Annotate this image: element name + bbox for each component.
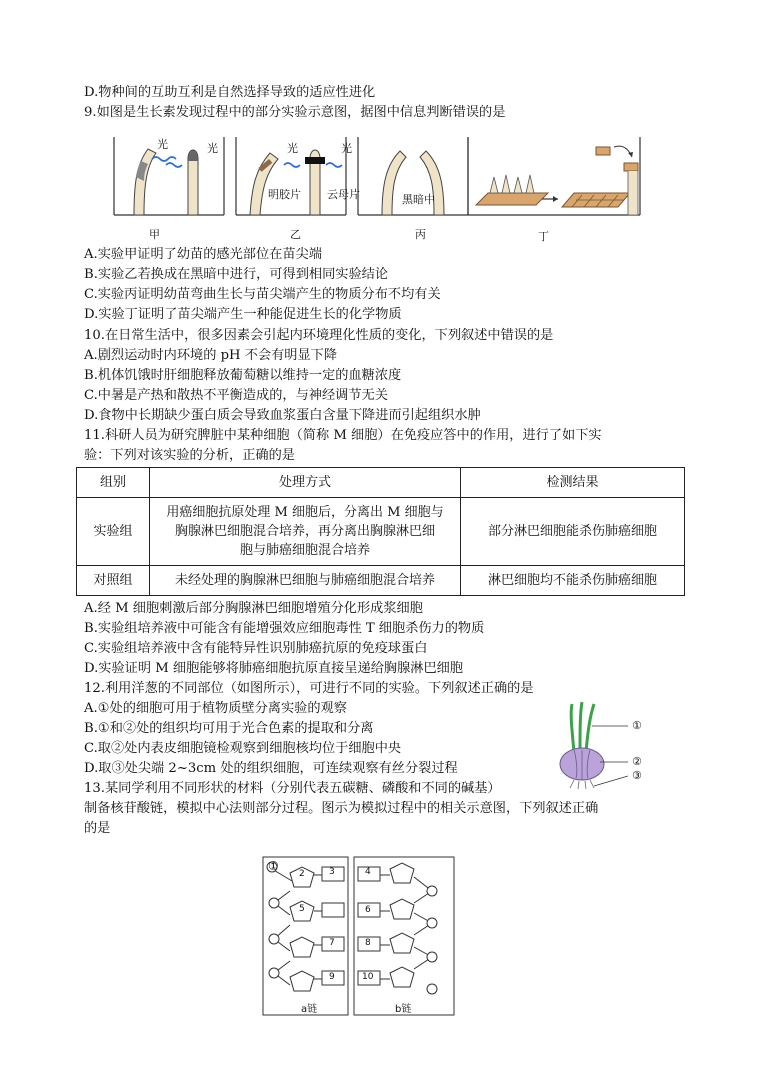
- q9-option-d: D.实验丁证明了苗尖端产生一种能促进生长的化学物质: [84, 307, 402, 322]
- q12-option-b: B.①和②处的组织均可用于光合色素的提取和分离: [84, 721, 374, 736]
- q10-option-d: D.食物中长期缺少蛋白质会导致血浆蛋白含量下降进而引起组织水肿: [84, 408, 481, 423]
- diagram-num: 5: [299, 904, 305, 914]
- light-label: 光: [287, 142, 298, 155]
- diagram-num: 10: [362, 972, 374, 982]
- treatment-line: 用癌细胞抗原处理 M 细胞后，分离出 M 细胞与: [166, 505, 444, 520]
- light-label: 光: [157, 138, 168, 151]
- table-row: [77, 498, 685, 566]
- header-group: 组别: [77, 468, 150, 498]
- diagram-num: ①: [268, 859, 279, 873]
- cell-result: 淋巴细胞均不能杀伤肺癌细胞: [461, 566, 685, 596]
- light-label: 光: [341, 142, 352, 155]
- q11-stem-line1: 11.科研人员为研究脾脏中某种细胞（简称 M 细胞）在免疫应答中的作用，进行了如下实: [84, 428, 602, 443]
- q9-option-a: A.实验甲证明了幼苗的感光部位在苗尖端: [84, 247, 322, 262]
- diagram-num: 9: [329, 972, 335, 982]
- diagram-num: 4: [365, 867, 371, 877]
- q10-option-a: A.剧烈运动时内环境的 pH 不会有明显下降: [84, 348, 338, 363]
- nucleotide-diagram: [260, 855, 456, 1017]
- diagram-num: 3: [329, 867, 335, 877]
- experiment-table: [76, 467, 685, 596]
- cell-result: 部分淋巴细胞能杀伤肺癌细胞: [461, 498, 685, 566]
- cell-treatment: [150, 498, 461, 566]
- onion-label-1: ①: [632, 719, 642, 732]
- light-label: 光: [207, 142, 218, 155]
- q9-stem: 9.如图是生长素发现过程中的部分实验示意图，据图中信息判断错误的是: [84, 105, 506, 120]
- q10-stem: 10.在日常生活中，很多因素会引起内环境理化性质的变化，下列叙述中错误的是: [84, 328, 554, 343]
- q8-option-d: D.物种间的互助互利是自然选择导致的适应性进化: [84, 85, 376, 100]
- caption-ding: 丁: [538, 230, 549, 243]
- cell-treatment: 未经处理的胸腺淋巴细胞与肺癌细胞混合培养: [150, 566, 461, 596]
- q12-option-a: A.①处的细胞可用于植物质壁分离实验的观察: [84, 701, 347, 716]
- q9-option-c: C.实验丙证明幼苗弯曲生长与苗尖端产生的物质分布不均有关: [84, 287, 441, 302]
- chain-a-label: a链: [301, 1004, 318, 1015]
- q13-stem-line3: 的是: [84, 821, 111, 836]
- onion-label-3: ③: [632, 769, 642, 782]
- header-treatment: 处理方式: [150, 468, 461, 498]
- onion-figure: [552, 700, 662, 792]
- mica-label: 云母片: [327, 188, 360, 201]
- q12-stem: 12.利用洋葱的不同部位（如图所示），可进行不同的实验。下列叙述正确的是: [84, 681, 534, 696]
- q10-option-b: B.机体饥饿时肝细胞释放葡萄糖以维持一定的血糖浓度: [84, 368, 402, 383]
- q11-option-a: A.经 M 细胞刺激后部分胸腺淋巴细胞增殖分化形成浆细胞: [84, 601, 423, 616]
- table-header-row: [77, 468, 685, 498]
- chain-b-label: b链: [395, 1004, 412, 1015]
- q10-option-c: C.中暑是产热和散热不平衡造成的，与神经调节无关: [84, 388, 388, 403]
- q11-option-d: D.实验证明 M 细胞能够将肺癌细胞抗原直接呈递给胸腺淋巴细胞: [84, 661, 464, 676]
- q12-option-d: D.取③处尖端 2~3cm 处的组织细胞，可连续观察有丝分裂过程: [84, 761, 458, 776]
- header-result: 检测结果: [461, 468, 685, 498]
- q12-option-c: C.取②处内表皮细胞镜检观察到细胞核均位于细胞中央: [84, 741, 402, 756]
- q13-stem-line2: 制备核苷酸链，模拟中心法则部分过程。图示为模拟过程中的相关示意图，下列叙述正确: [84, 801, 599, 816]
- q11-stem-line2: 验：下列对该实验的分析，正确的是: [84, 448, 295, 463]
- table-row: [77, 566, 685, 596]
- cell-group: 对照组: [77, 566, 150, 596]
- q9-option-b: B.实验乙若换成在黑暗中进行，可得到相同实验结论: [84, 267, 389, 282]
- diagram-num: 6: [365, 905, 371, 915]
- q13-stem-line1: 13.某同学利用不同形状的材料（分别代表五碳糖、磷酸和不同的碱基）: [84, 781, 501, 796]
- treatment-line: 胸腺淋巴细胞混合培养，再分离出胸腺淋巴细: [174, 524, 435, 539]
- diagram-num: 7: [329, 938, 335, 948]
- caption-bing: 丙: [415, 228, 426, 241]
- caption-jia: 甲: [149, 228, 160, 241]
- q9-figure: [110, 135, 650, 245]
- dark-label: 黑暗中: [402, 193, 435, 206]
- gelatin-label: 明胶片: [268, 188, 301, 201]
- treatment-line: 胞与肺癌细胞混合培养: [239, 543, 370, 558]
- cell-group: 实验组: [77, 498, 150, 566]
- onion-label-2: ②: [632, 755, 642, 768]
- caption-yi: 乙: [290, 228, 301, 241]
- q11-option-b: B.实验组培养液中可能含有能增强效应细胞毒性 T 细胞杀伤力的物质: [84, 621, 485, 636]
- diagram-num: 2: [299, 869, 305, 879]
- diagram-num: 8: [365, 938, 371, 948]
- panel-ding: [468, 137, 640, 215]
- q11-option-c: C.实验组培养液中含有能特异性识别肺癌抗原的免疫球蛋白: [84, 641, 428, 656]
